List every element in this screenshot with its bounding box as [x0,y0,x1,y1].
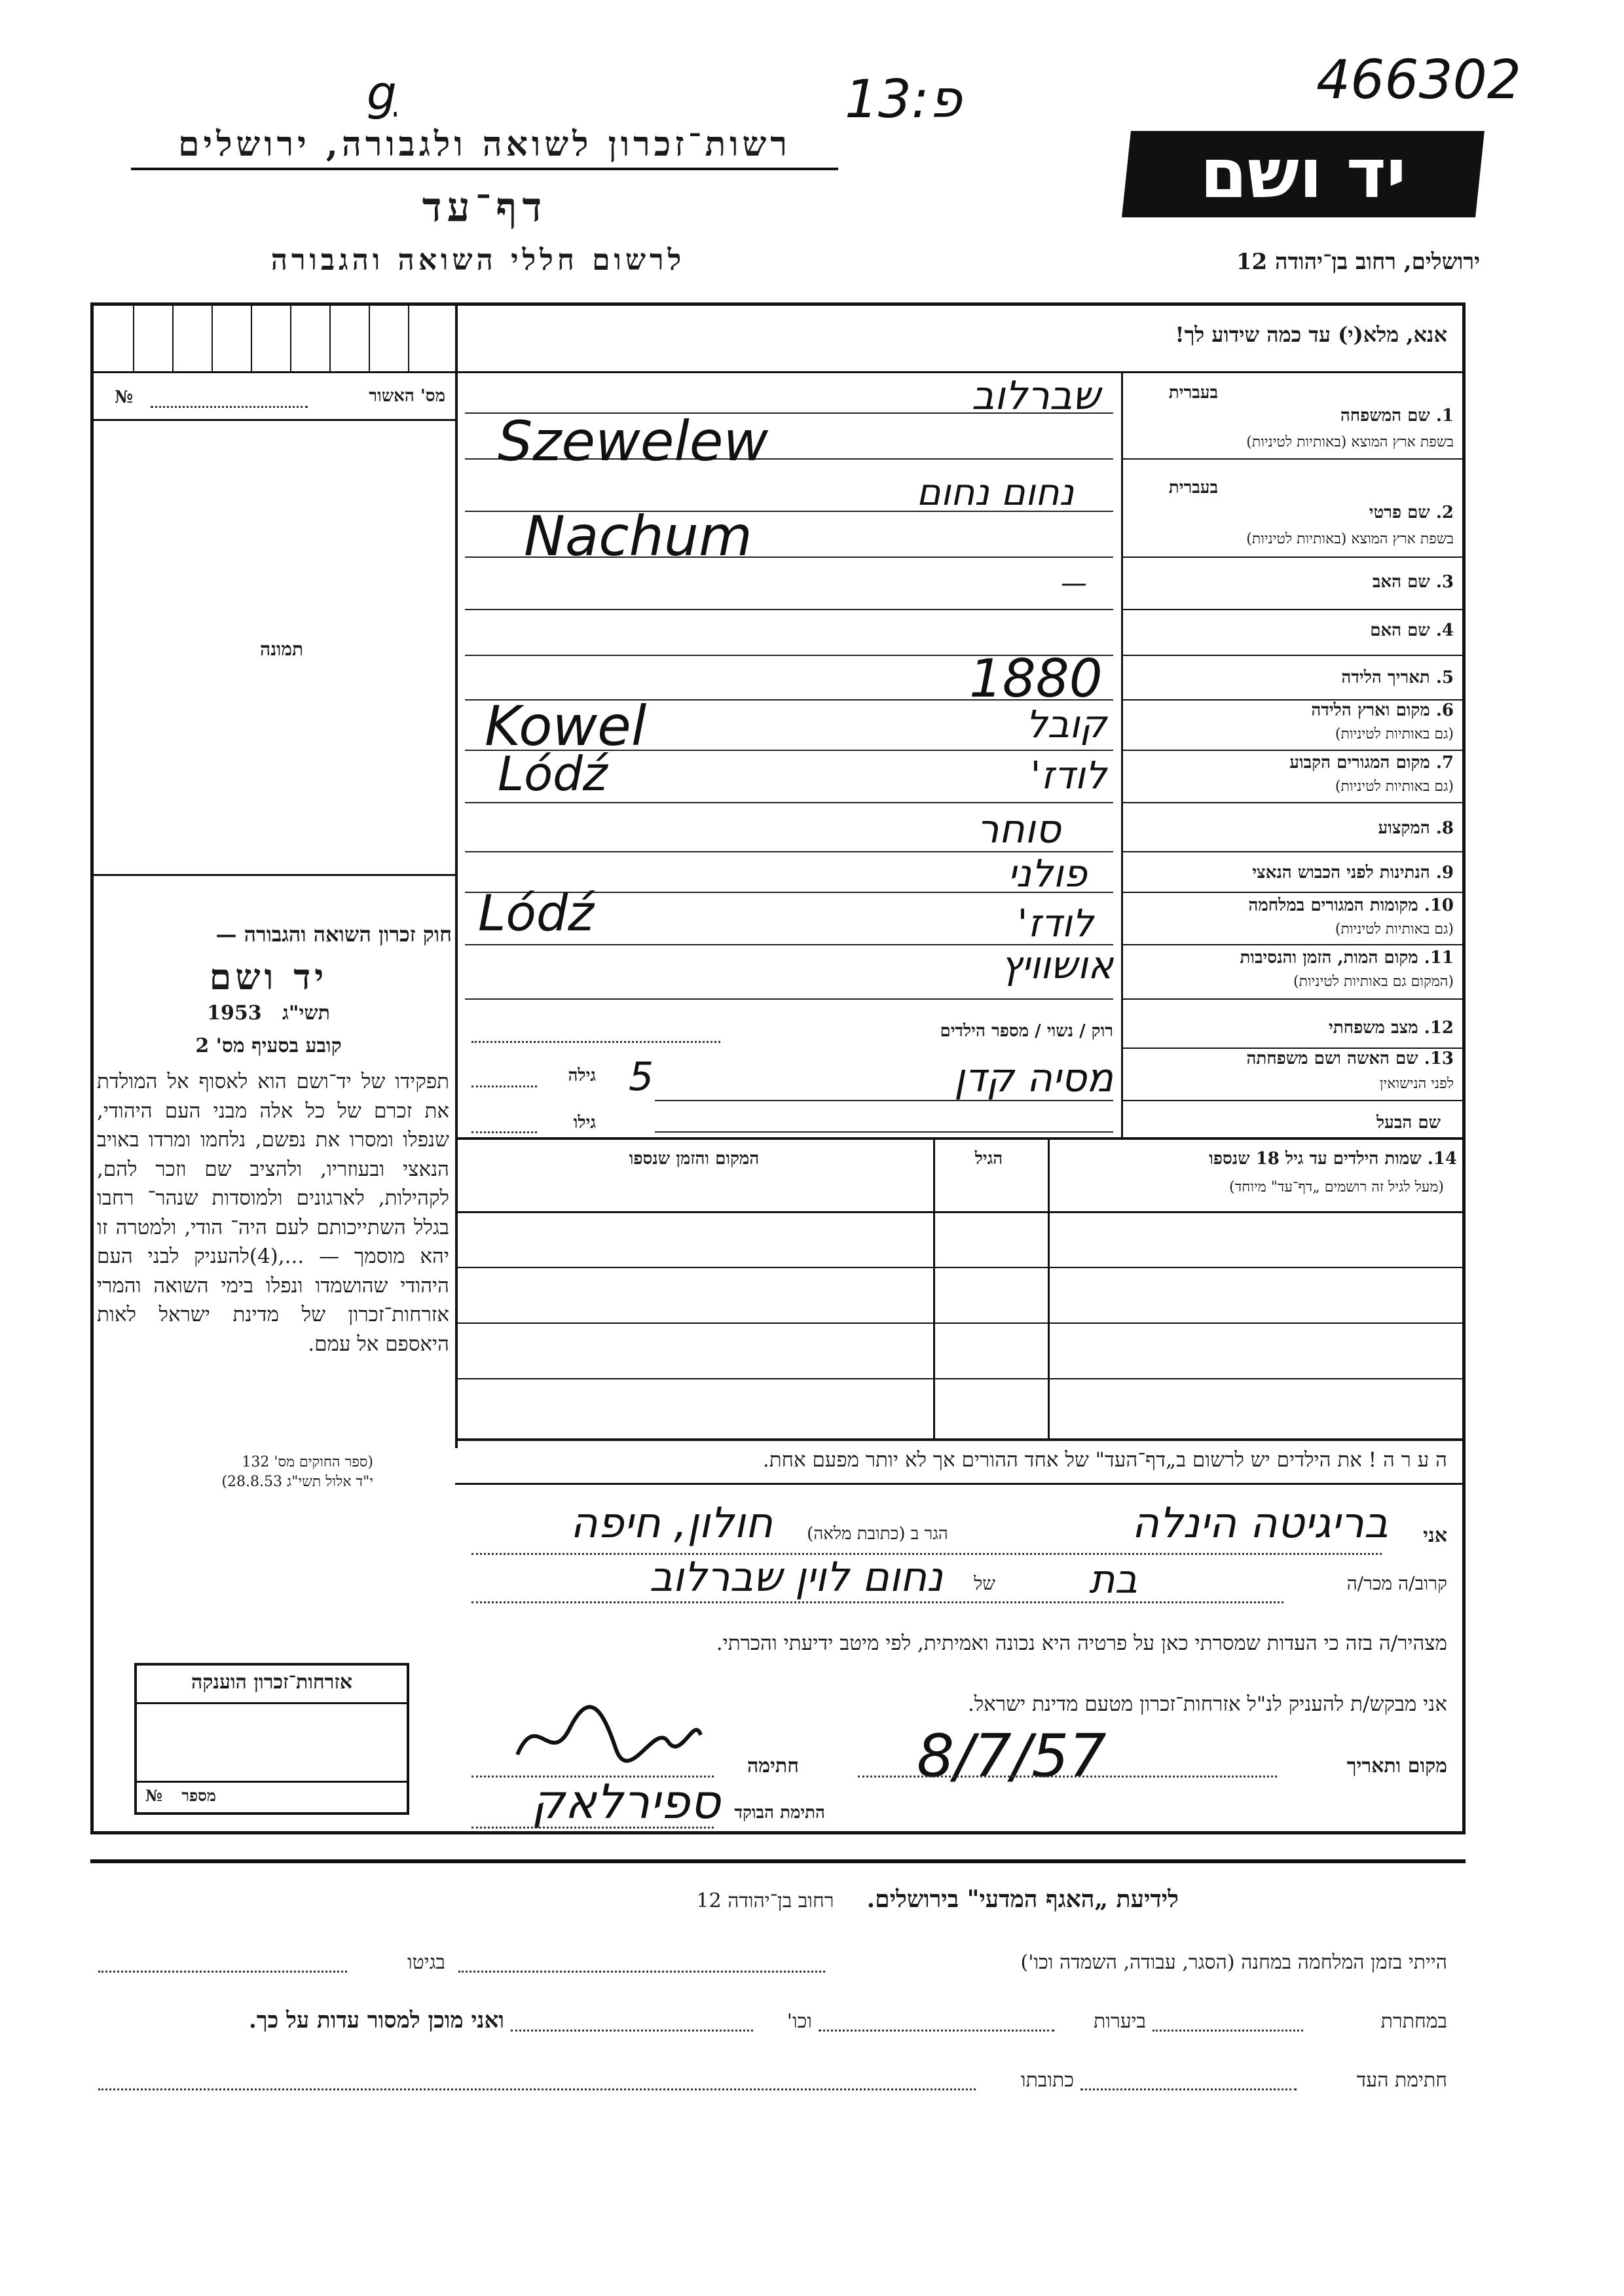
field-4-num: 4. [1435,621,1454,640]
footer-address: רחוב בן־יהודה 12 [696,1889,834,1912]
husband-age-dots [471,1131,537,1133]
wife-age-label: גילה [568,1066,596,1085]
row-rule-13 [1121,1100,1464,1101]
field-6-sub: (גם באותיות לטיניות) [1335,726,1454,742]
field-12-num: 12. [1424,1018,1454,1038]
law-name: יד ושם [209,956,328,998]
place-date-label: מקום ותאריך [1346,1755,1447,1777]
witness-name-value: בריגיטה הינלה [1132,1499,1388,1548]
husband-age-label: גילו [573,1113,596,1133]
row-rule-10 [1121,944,1464,945]
field-3-label [1126,572,1454,592]
authority-line: רשות־זכרון לשואה ולגבורה, ירושלים [178,124,791,164]
footer-dots-2c [511,2030,753,2032]
wife-age-dots [471,1085,537,1087]
row-rule-11 [1121,998,1464,1000]
footer-line-2-b: ביערות [1093,2010,1146,2033]
approval-no: № [115,388,134,407]
law-text: תפקידו של יד־ושם הוא לאסוף אל המולדת את זכרם של כל אלה מבני העם היהודי, שנפלו ומסרו את נפשם, נלחמו ומרדו באויב הנאצי ובעוזריו, ולהציב שם וזכר להם, לקהילות, לארגונים ולמוסדות שנהר־ רחבו בגלל השתייכותם לעם היה־ הודי, ולמטרה זו יהא מוסמך — ...,(4)להעניק לבני העם היהודי שהושמדו ונפלו בימי השואה והמרי אזרחות־זכרון של מדינת ישראל לאות היאספם אל עמם. [97,1070,449,1356]
signature-scribble [511,1696,707,1774]
children-col-divider-1 [933,1137,935,1438]
children-row-1 [455,1267,1464,1268]
field-6-label [1126,701,1454,720]
left-column-divider [455,306,458,1448]
decl-i-label: אני [1423,1524,1447,1547]
field-1-num: 1. [1435,406,1454,426]
field-13-num: 13. [1424,1049,1454,1068]
inspector-label: התימת הבוקד [734,1803,825,1823]
relation-value: בת [1088,1557,1138,1603]
law-year: 1953 [207,1002,262,1025]
marital-dots [471,1041,720,1043]
field-4-name: שם האם [1370,621,1430,640]
law-year-he: תשי"ג [282,1002,330,1025]
photo-label: תמונה [259,638,304,660]
handwritten-ref: 13:פ [845,69,962,130]
field-2-sub: בשפת ארץ המוצא (באותיות לטיניות) [1246,531,1454,547]
witness-address-value: חולון, חיפה [570,1499,773,1548]
wife-name-value: מסיה קדן [953,1055,1113,1101]
field-2-label [1126,503,1454,522]
form-subtitle: לרשום חללי השואה והגבורה [270,244,686,277]
footer-dots-2a [1153,2030,1303,2032]
handwritten-id: 466302 [1316,49,1522,111]
note-line: ה ע ר ה ! את הילדים יש לרשום ב„דף־העד" של אחד ההורים אך לא יותר מפעם אחת. [762,1448,1447,1472]
children-title [1051,1149,1457,1169]
footer-line-2-a: במחתרת [1380,2010,1447,2033]
birth-place-latin: Kowel [485,694,647,758]
children-num: 14. [1427,1149,1457,1169]
field-11-label [1126,948,1454,968]
field-2-lang: בעברית [1168,478,1218,498]
first-name-hebrew: נחום נחום [916,471,1074,514]
field-8-name: המקצוע [1378,818,1430,838]
row-rule-3 [1121,609,1464,610]
row-rule-9 [1121,892,1464,893]
value-line-11 [465,998,1113,1000]
place-date-dots [858,1776,1277,1777]
row-rule-6 [1121,750,1464,751]
children-age-header: הגיל [974,1149,1003,1169]
children-header-rule [455,1211,1464,1213]
footer-line-2-d: ואני מוכן למסור עדות על כך. [249,2007,504,2033]
footer-dots-2b [819,2030,1054,2032]
husband-label: שם הבעל [1376,1113,1441,1133]
field-5-label [1126,668,1454,687]
citizenship-number-label: מספר [181,1786,216,1805]
row-rule-8 [1121,851,1464,852]
field-11-name: מקום המות, הזמן והנסיבות [1240,948,1418,968]
children-row-2 [455,1322,1464,1324]
decl-of-label: של [974,1573,995,1594]
profession-value: סוחר [976,807,1061,852]
inspector-dots [471,1827,714,1829]
field-10-label [1126,896,1454,915]
children-col-divider-2 [1048,1137,1050,1438]
footer-line-1-a: הייתי בזמן המלחמה במחנה (הסגר, עבודה, השמדה וכו') [1020,1951,1447,1974]
footer-line-3-a: חתימת העד [1356,2069,1447,2092]
instructions: אנא, מלא(י) עד כמה שידוע לך! [1175,322,1447,347]
note-rule [455,1483,1464,1485]
law-clause: קובע בסעיף מס' 2 [195,1034,342,1057]
field-9-num: 9. [1435,863,1454,883]
form-title: דף־עד [422,183,547,231]
field-10-num: 10. [1424,896,1454,915]
field-7-label [1126,753,1454,773]
field-6-name: מקום וארץ הלידה [1311,701,1430,720]
field-11-sub: (המקום גם באותיות לטיניות) [1293,974,1454,990]
signature-label: חתימה [747,1755,799,1777]
law-reference-date: י"ד אלול תשי"ג 28.8.53) [221,1474,373,1490]
law-header: חוק זכרון השואה והגבורה — [215,922,452,947]
row-rule-4 [1121,655,1464,656]
family-name-hebrew: שברלוב [971,373,1100,419]
field-9-label [1126,863,1454,883]
field-12-name: מצב משפחתי [1329,1018,1418,1038]
header-address: ירושלים, רחוב בן־יהודה 12 [1236,249,1480,275]
field-7-sub: (גם באותיות לטיניות) [1335,778,1454,795]
children-row-3 [455,1378,1464,1379]
field-11-num: 11. [1424,948,1454,968]
field-1-sub: בשפת ארץ המוצא (באותיות לטיניות) [1246,434,1454,450]
row-rule-2 [1121,556,1464,558]
value-line-3 [465,609,1113,610]
footer-rule [90,1859,1466,1863]
field-4-label [1126,621,1454,640]
field-8-num: 8. [1435,818,1454,838]
field-2-name: שם פרטי [1369,503,1430,522]
citizenship-title: אזרחות־זכרון הוענקה [191,1671,353,1694]
field-5-num: 5. [1435,668,1454,687]
field-10-name: מקומות המגורים במלחמה [1248,896,1418,915]
wife-age-value: 5 [629,1054,654,1100]
citizenship-no: № [145,1786,163,1805]
children-bottom-rule [455,1438,1464,1441]
footer-line-3-b: כתובתו [1020,2069,1074,2092]
birth-date-value: 1880 [969,648,1103,709]
value-line-13 [655,1100,1113,1101]
wartime-residence-hebrew: לודז' [1017,901,1094,945]
place-date-value: 8/7/57 [917,1722,1107,1791]
field-8-label [1126,818,1454,838]
authority-underline [131,168,838,170]
approval-label: מס' האשור [369,386,445,406]
decl-relation-label: קרוב/ה מכר/ה [1346,1573,1447,1594]
field-1-lang: בעברית [1168,383,1218,403]
family-name-latin: Szewelew [498,409,769,473]
law-reference: (ספר החוקים מס' 132 [242,1454,373,1470]
field-13-label [1126,1049,1454,1068]
footer-line-1-b: בגיטו [407,1951,445,1974]
field-3-num: 3. [1435,572,1454,592]
footer-line-2-c: וכו' [786,2010,812,2033]
footer-title: לידיעת „האגף המדעי" בירושלים. [866,1886,1179,1913]
nationality-value: פולני [1007,851,1087,896]
label-column-divider [1121,371,1123,1137]
decl-residing-label: הגר ב (כתובת מלאה) [807,1524,948,1544]
children-title-text: שמות הילדים עד גיל 18 שנספו [1209,1149,1422,1169]
approval-dots [151,406,308,408]
law-year-line [98,1002,439,1025]
residence-latin: Lódź [498,746,608,801]
death-place-value: אושוויץ [1001,943,1113,987]
inspector-signature: ספירלאק [531,1774,720,1829]
row-rule-1 [1121,458,1464,460]
field-7-num: 7. [1435,753,1454,773]
box-strip-cells [94,306,455,371]
field-13-name: שם האשה ושם משפחתה [1246,1049,1418,1068]
field-6-num: 6. [1435,701,1454,720]
value-line-7 [465,802,1113,803]
photo-area [94,419,455,876]
field-1-name: שם המשפחה [1340,406,1430,426]
field-5-name: תאריך הלידה [1341,668,1430,687]
decl-line-2 [471,1601,1283,1603]
birth-place-hebrew: קובל [1025,702,1107,746]
footer-dots-3b [98,2088,976,2090]
footer-dots-1b [98,1971,347,1973]
row-rule-7 [1121,802,1464,803]
field-9-name: הנתינות לפני הכבוש הנאצי [1252,863,1430,883]
children-note: (מעל לגיל זה רושמים „דף־עד" מיוחד) [1229,1179,1444,1195]
children-place-header: המקום והזמן שנספו [629,1149,760,1169]
citizenship-number-rule [134,1781,409,1783]
field-1-label [1126,406,1454,426]
field-10-sub: (גם באותיות לטיניות) [1335,921,1454,938]
wartime-residence-latin: Lódź [478,884,594,942]
father-name-value: — [1061,568,1087,598]
field-3-name: שם האב [1372,572,1430,592]
footer-dots-3a [1080,2088,1297,2090]
field-13-sub: לפני הנישואין [1379,1076,1454,1092]
field-12-label [1126,1018,1454,1038]
residence-hebrew: לודז' [1030,753,1107,797]
decl-request: אני מבקש/ת להעניק לנ"ל אזרחות־זכרון מטעם מדינת ישראל. [967,1692,1447,1716]
first-name-latin: Nachum [524,504,752,568]
field-7-name: מקום המגורים הקבוע [1289,753,1430,773]
decl-statement: מצהיר/ה בזה כי העדות שמסרתי כאן על פרטיה היא נכונה ואמיתית, לפי מיטב ידיעתי והכרתי. [716,1631,1447,1655]
corner-mark: g [367,65,397,120]
logo-text: יד ושם [1200,134,1407,213]
footer-title-line [458,1886,1179,1913]
husband-line [655,1131,1113,1133]
field-2-num: 2. [1435,503,1454,522]
citizenship-rule [134,1702,409,1704]
section-rule-14 [455,1137,1464,1140]
footer-dots-1a [458,1971,825,1973]
marital-status-options: רוק / נשוי / מספר הילדים [940,1021,1113,1041]
deceased-relation-value: נחום לוין שברלוב [649,1553,943,1601]
